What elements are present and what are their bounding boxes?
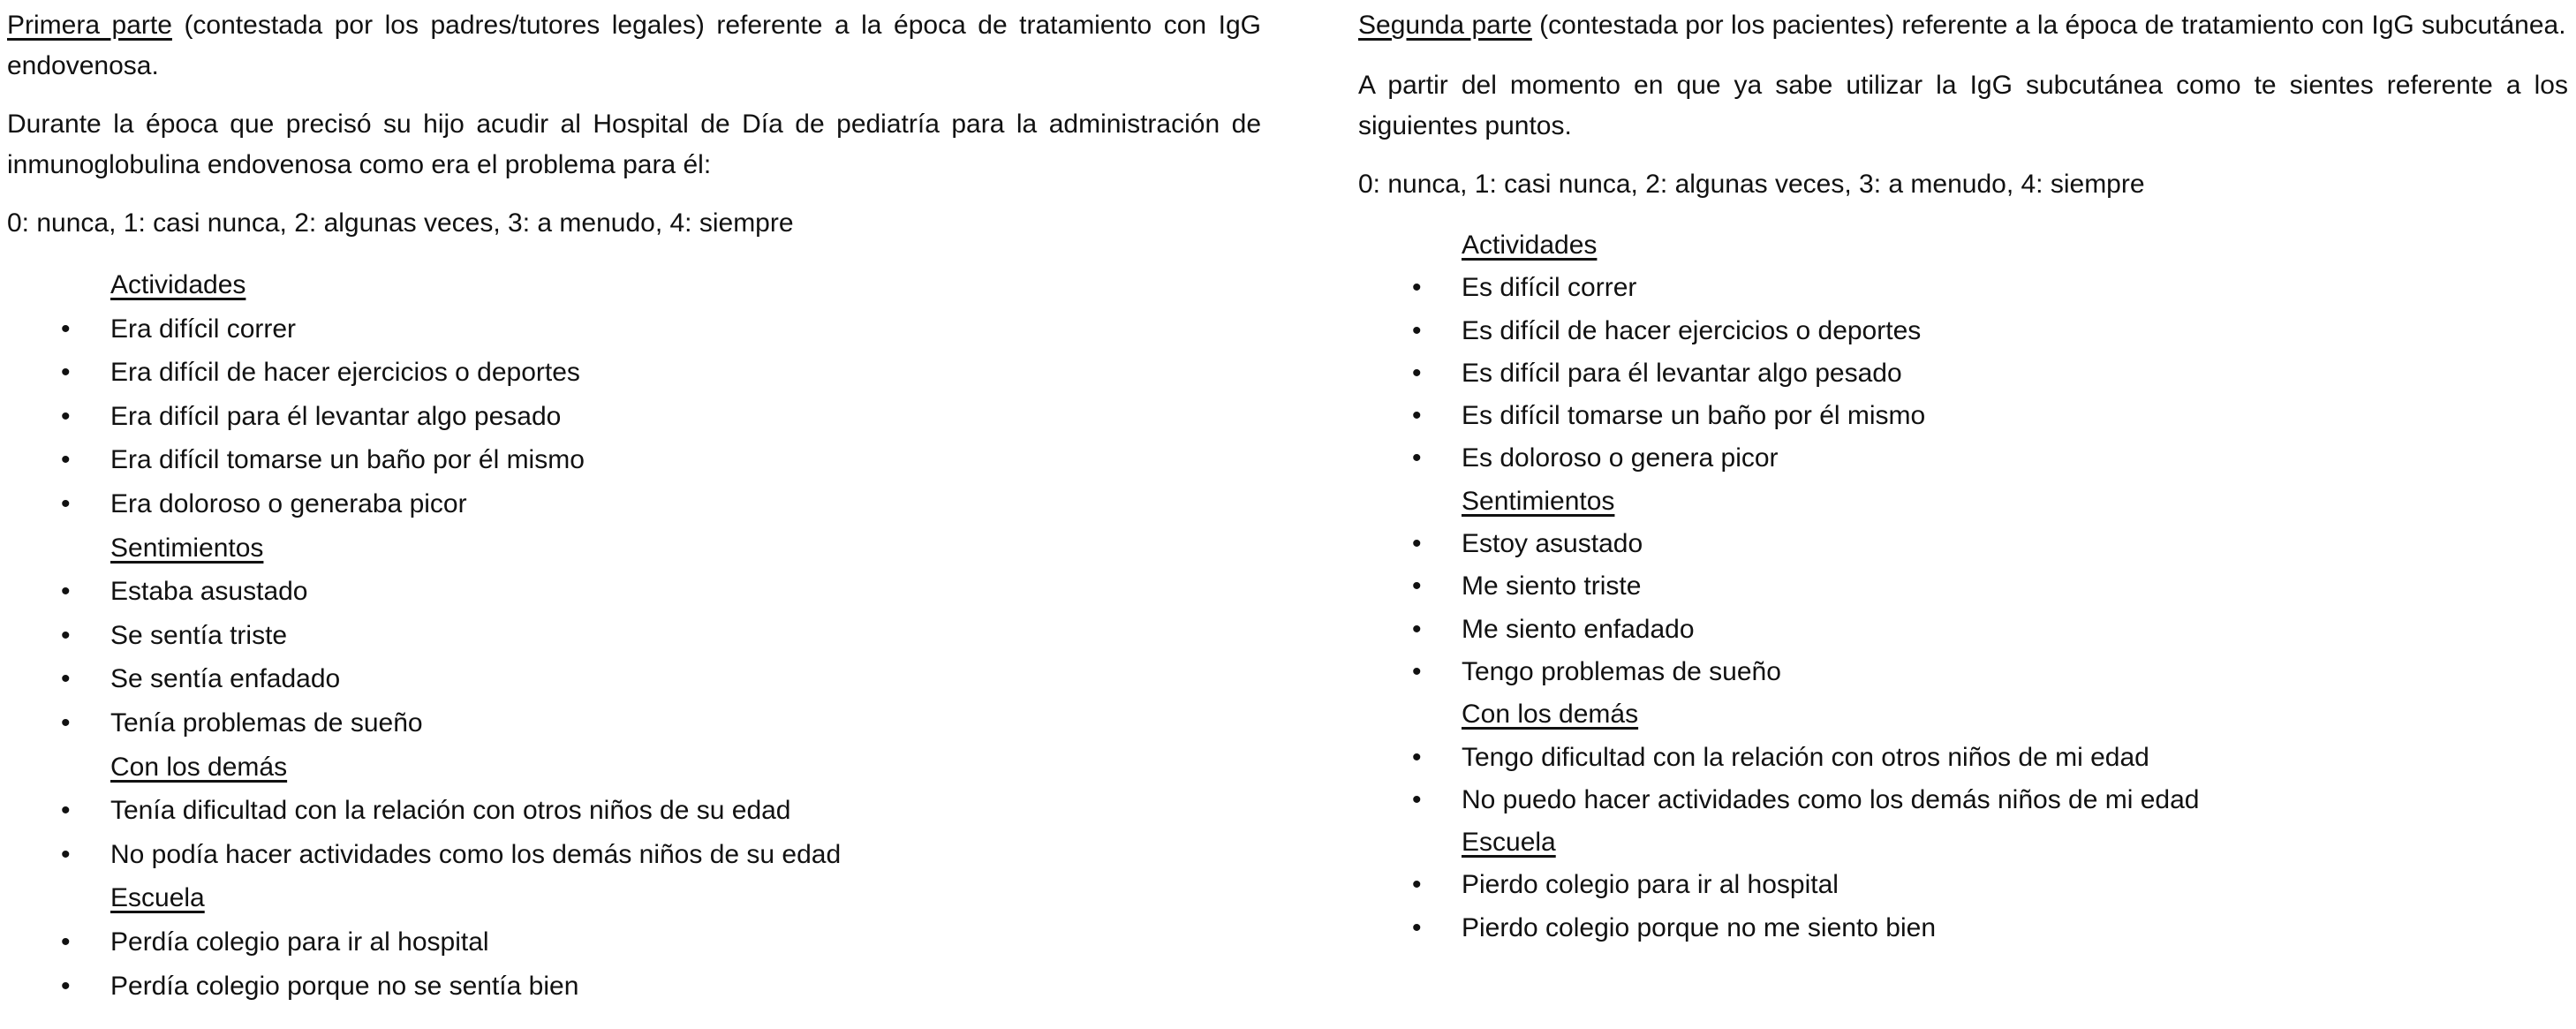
bullet-icon: • xyxy=(1412,443,1422,473)
intro-text: (contestada por los pacientes) referente a la época de tratamiento con IgG subcutánea. xyxy=(1531,11,2566,40)
intro-paragraph xyxy=(7,0,1261,87)
bullet-icon: • xyxy=(61,839,71,869)
list-item xyxy=(61,614,1261,658)
item-text: Tengo dificultad con la relación con otros niños de mi edad xyxy=(1462,742,2149,772)
list-item xyxy=(1412,907,2568,950)
item-text: Es doloroso o genera picor xyxy=(1462,443,1779,473)
item-text: Tenía dificultad con la relación con otros niños de su edad xyxy=(110,796,791,826)
bullet-icon: • xyxy=(61,401,71,431)
list-item xyxy=(61,657,1261,701)
item-text: Me siento triste xyxy=(1462,571,1642,602)
list-item xyxy=(1412,737,2568,779)
bullet-icon: • xyxy=(61,971,71,1001)
item-list xyxy=(1412,224,2568,950)
list-item xyxy=(1412,352,2568,395)
section-heading: Con los demás xyxy=(1462,700,1639,730)
item-list xyxy=(61,263,1261,1008)
list-item xyxy=(1412,523,2568,565)
section-heading: Actividades xyxy=(1462,231,1598,260)
list-item xyxy=(61,920,1261,965)
question-paragraph: Durante la época que precisó su hijo acudir al Hospital de Día de pediatría para la administración de inmunoglobulina endovenosa como era el problema para él: xyxy=(7,110,1261,179)
section-heading: Con los demás xyxy=(110,752,288,782)
bullet-icon: • xyxy=(61,664,71,694)
bullet-icon: • xyxy=(1412,571,1422,602)
bullet-icon: • xyxy=(61,620,71,650)
section-heading: Escuela xyxy=(110,883,205,913)
list-item xyxy=(61,438,1261,482)
item-text: Es difícil para él levantar algo pesado xyxy=(1462,358,1902,388)
list-item xyxy=(61,351,1261,395)
list-item xyxy=(61,395,1261,439)
intro-text: (contestada por los padres/tutores legales) referente a la época de tratamiento con IgG endovenosa. xyxy=(7,11,1261,80)
list-item xyxy=(61,482,1261,526)
list-item xyxy=(61,789,1261,833)
bullet-icon: • xyxy=(61,314,71,344)
bullet-icon: • xyxy=(61,488,71,518)
bullet-icon: • xyxy=(61,927,71,957)
item-text: No podía hacer actividades como los demás niños de su edad xyxy=(110,839,842,869)
item-text: Estaba asustado xyxy=(110,577,308,607)
list-item xyxy=(1412,267,2568,309)
bullet-icon: • xyxy=(1412,529,1422,559)
bullet-icon: • xyxy=(61,358,71,388)
item-text: Pierdo colegio para ir al hospital xyxy=(1462,870,1839,900)
list-item xyxy=(61,833,1261,877)
item-text: Es difícil tomarse un baño por él mismo xyxy=(1462,401,1926,431)
scale-legend: 0: nunca, 1: casi nunca, 2: algunas veces, 3: a menudo, 4: siempre xyxy=(1358,170,2145,199)
intro-paragraph xyxy=(1358,0,2568,46)
section-heading: Sentimientos xyxy=(1462,486,1615,516)
list-item xyxy=(61,701,1261,745)
left-column xyxy=(7,0,1261,1008)
bullet-icon: • xyxy=(61,796,71,826)
scale-legend: 0: nunca, 1: casi nunca, 2: algunas veces, 3: a menudo, 4: siempre xyxy=(7,208,794,238)
item-text: Perdía colegio porque no se sentía bien xyxy=(110,971,579,1001)
list-item xyxy=(61,307,1261,352)
list-item xyxy=(1412,310,2568,352)
section-heading: Escuela xyxy=(1462,828,1556,858)
item-text: Me siento enfadado xyxy=(1462,614,1695,644)
bullet-icon: • xyxy=(1412,870,1422,900)
list-item xyxy=(1412,565,2568,608)
item-text: Era doloroso o generaba picor xyxy=(110,488,467,518)
list-item xyxy=(1412,609,2568,651)
question-paragraph: A partir del momento en que ya sabe utilizar la IgG subcutánea como te sientes referente a los siguientes puntos. xyxy=(1358,71,2568,140)
bullet-icon: • xyxy=(1412,315,1422,345)
bullet-icon: • xyxy=(61,707,71,738)
item-text: Pierdo colegio porque no me siento bien xyxy=(1462,912,1937,942)
item-text: Era difícil para él levantar algo pesado xyxy=(110,401,562,431)
list-item xyxy=(1412,437,2568,480)
item-text: Estoy asustado xyxy=(1462,529,1643,559)
item-text: Se sentía enfadado xyxy=(110,664,341,694)
bullet-icon: • xyxy=(1412,912,1422,942)
bullet-icon: • xyxy=(1412,784,1422,814)
part-title: Primera parte xyxy=(7,11,172,40)
item-text: Es difícil de hacer ejercicios o deportes xyxy=(1462,315,1922,345)
list-item xyxy=(61,570,1261,614)
section-heading: Sentimientos xyxy=(110,533,264,563)
section-heading: Actividades xyxy=(110,270,246,299)
part-title: Segunda parte xyxy=(1358,11,1532,40)
bullet-icon: • xyxy=(1412,401,1422,431)
right-column xyxy=(1358,0,2568,950)
list-item xyxy=(1412,395,2568,437)
item-text: No puedo hacer actividades como los demás niños de mi edad xyxy=(1462,784,2200,814)
bullet-icon: • xyxy=(1412,358,1422,388)
bullet-icon: • xyxy=(1412,742,1422,772)
item-text: Era difícil tomarse un baño por él mismo xyxy=(110,445,585,475)
list-item xyxy=(1412,864,2568,906)
item-text: Era difícil correr xyxy=(110,314,297,344)
list-item xyxy=(61,965,1261,1009)
item-text: Es difícil correr xyxy=(1462,273,1637,303)
bullet-icon: • xyxy=(1412,614,1422,644)
bullet-icon: • xyxy=(1412,656,1422,686)
item-text: Era difícil de hacer ejercicios o deportes xyxy=(110,358,580,388)
item-text: Perdía colegio para ir al hospital xyxy=(110,927,489,957)
bullet-icon: • xyxy=(61,577,71,607)
bullet-icon: • xyxy=(1412,273,1422,303)
list-item xyxy=(1412,651,2568,693)
item-text: Tenía problemas de sueño xyxy=(110,707,423,738)
item-text: Se sentía triste xyxy=(110,620,288,650)
list-item xyxy=(1412,779,2568,821)
bullet-icon: • xyxy=(61,445,71,475)
item-text: Tengo problemas de sueño xyxy=(1462,656,1781,686)
